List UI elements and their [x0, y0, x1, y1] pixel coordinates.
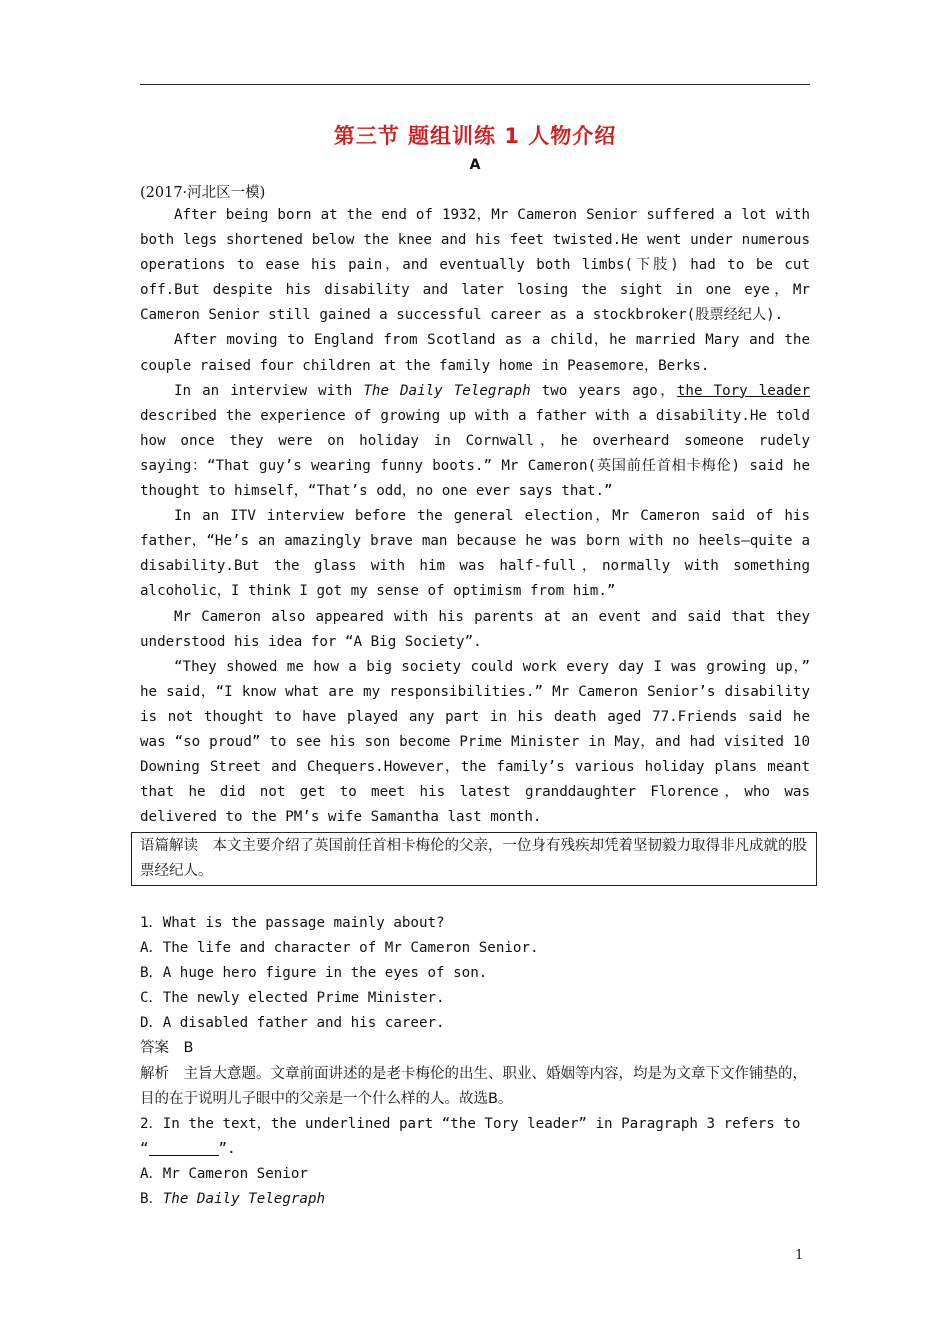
close-quote: ”.	[218, 1140, 236, 1157]
question-1-option-d: D．A disabled father and his career.	[140, 1015, 445, 1032]
newspaper-name: The Daily Telegraph	[363, 382, 531, 399]
reading-passage	[140, 203, 810, 830]
question-1-option-b: B．A huge hero figure in the eyes of son.	[140, 965, 488, 982]
question-1-explanation: 解析 主旨大意题。文章前面讲述的是老卡梅伦的出生、职业、婚姻等内容，均是为文章下文作铺垫的，目的在于说明儿子眼中的父亲是一个什么样的人。故选B。	[140, 1065, 807, 1107]
question-1-answer: 答案 B	[140, 1040, 194, 1057]
question-2-option-a: A．Mr Cameron Senior	[140, 1165, 308, 1182]
option-b-prefix: B．	[140, 1191, 163, 1208]
paragraph-3-text-c: described the experience of growing up with a father with a disability.He told how once they were on holiday in Cornwall，he overheard someone rudely saying：“That guy’s wearing funny boots.” Mr Cameron(英国前任首相卡梅伦) said he thought to himself，“That’s odd，no one ever says that.”	[140, 407, 810, 500]
open-quote: “	[140, 1140, 149, 1157]
underlined-phrase: the Tory leader	[676, 382, 811, 399]
paragraph-3-text-b: two years ago，	[530, 382, 677, 399]
paragraph-5: Mr Cameron also appeared with his parents at an event and said that they understood his idea for “A Big Society”.	[140, 608, 810, 650]
question-2-stem-blank-line	[140, 1137, 812, 1162]
source-note: (2017·河北区一模)	[140, 185, 266, 201]
section-label: A	[469, 157, 481, 173]
paragraph-6: “They showed me how a big society could work every day I was growing up，” he said，“I know what are my responsibilities.” Mr Cameron Senior’s disability is not thought to have played any part in his death aged 77.Friends said he was “so proud” to see his son become Prime Minister in May，and had visited 10 Downing Street and Chequers.However，the family’s various holiday plans meant that he did not get to meet his latest granddaughter Florence，who was delivered to the PM’s wife Samantha last month.	[140, 658, 810, 826]
paragraph-2: After moving to England from Scotland as a child，he married Mary and the couple raised four children at the family home in Peasemore，Berks.	[140, 332, 810, 374]
paragraph-3	[140, 379, 810, 504]
option-b-text: The Daily Telegraph	[162, 1191, 326, 1208]
question-1-option-a: A．The life and character of Mr Cameron Senior.	[140, 940, 539, 957]
page-number: 1	[795, 1248, 804, 1263]
passage-analysis-box: 语篇解读 本文主要介绍了英国前任首相卡梅伦的父亲，一位身有残疾却凭着坚韧毅力取得非凡成就的股票经纪人。	[131, 832, 817, 886]
question-1-stem: 1．What is the passage mainly about?	[140, 915, 445, 931]
question-2-stem: 2．In the text，the underlined part “the Tory leader” in Paragraph 3 refers to	[140, 1115, 801, 1132]
paragraph-3-text-a: In an interview with	[174, 382, 364, 399]
page-title: 第三节 题组训练 1 人物介绍	[333, 124, 617, 148]
header-rule	[140, 84, 810, 85]
questions	[140, 911, 812, 1212]
paragraph-4: In an ITV interview before the general election，Mr Cameron said of his father，“He’s an amazingly brave man because he was born with no heels—quite a disability.But the glass with him was half-full，normally with something alcoholic，I think I got my sense of optimism from him.”	[140, 508, 810, 600]
paragraph-1: After being born at the end of 1932，Mr Cameron Senior suffered a lot with both legs shortened below the knee and his feet twisted.He went under numerous operations to ease his pain，and eventually both limbs(下肢) had to be cut off.But despite his disability and later losing the sight in one eye，Mr Cameron Senior still gained a successful career as a stockbroker(股票经纪人).	[140, 207, 810, 324]
question-1-option-c: C．The newly elected Prime Minister.	[140, 990, 445, 1007]
answer-blank	[149, 1141, 219, 1156]
question-2-option-b	[140, 1187, 812, 1212]
